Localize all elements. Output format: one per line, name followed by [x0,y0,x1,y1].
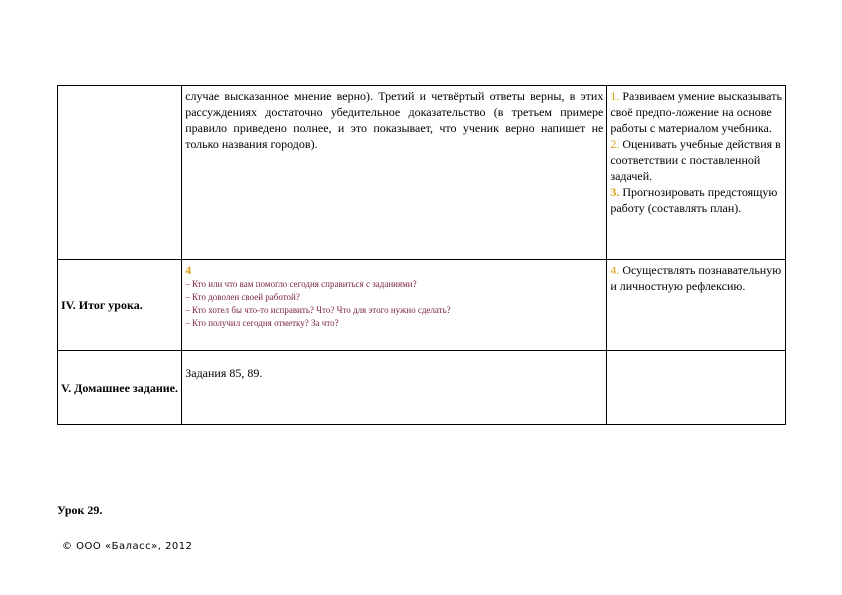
lesson-heading: Урок 29. [57,503,103,517]
stage-label: IV. Итог урока. [61,298,143,312]
uud-text: Развиваем умение высказывать своё предпо-ложение на основе работы с материалом учебника. [610,89,782,135]
stage-label: V. Домашнее задание. [61,380,178,395]
homework-text: Задания 85, 89. [185,366,263,380]
uud-text: Прогнозировать предстоящую работу (составлять план). [610,185,778,215]
table-row [58,260,786,351]
uud-text: Оценивать учебные действия в соответствии с поставленной задачей. [610,137,781,183]
uud-item [610,136,782,184]
content-cell [182,260,607,351]
table-row [58,351,786,425]
content-cell [182,86,607,260]
stage-cell [58,86,182,260]
uud-item [610,184,782,216]
uud-text: Осуществлять познавательную и личностную рефлексию. [610,263,782,293]
step-marker: 4 [185,263,192,277]
uud-cell [607,86,786,260]
lesson-plan-table [57,85,786,425]
question-list [185,278,603,330]
content-text: случае высказанное мнение верно). Третий и четвёртый ответы верны, в этих рассуждениях достаточно убедительное доказательство (в третьем примере правило приведено полнее, и это показывает, что ученик верно напишет не только названия городов). [185,89,604,151]
uud-number: 4. [610,263,620,277]
uud-item [610,88,782,136]
stage-cell [58,260,182,351]
uud-cell [607,351,786,425]
uud-number: 3. [610,185,620,199]
uud-number: 1. [610,89,620,103]
copyright-footer: © ООО «Баласс», 2012 [62,541,193,552]
question-item: – Кто или что вам помогло сегодня справиться с заданиями? [185,279,417,289]
table-row [58,86,786,260]
question-item: – Кто доволен своей работой? [185,292,300,302]
question-item: – Кто хотел бы что-то исправить? Что? Что для этого нужно сделать? [185,305,451,315]
question-item: – Кто получил сегодня отметку? За что? [185,318,339,328]
content-cell [182,351,607,425]
uud-number: 2. [610,137,620,151]
stage-cell [58,351,182,425]
uud-cell [607,260,786,351]
